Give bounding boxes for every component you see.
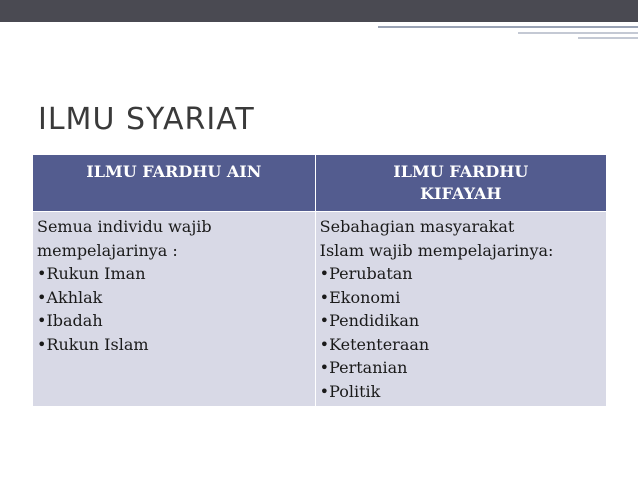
list-item: •Perubatan — [319, 264, 413, 283]
cell-line: mempelajarinya : — [37, 240, 178, 260]
list-item: •Politik — [319, 381, 381, 401]
header-fardhu-ain — [33, 155, 316, 212]
accent-line — [578, 37, 638, 39]
list-item: •Pendidikan — [319, 311, 420, 330]
header-line: ILMU FARDHU — [393, 162, 529, 181]
comparison-table — [32, 154, 607, 407]
list-item: •Ekonomi — [319, 287, 401, 307]
list-item: •Ibadah — [37, 311, 103, 330]
header-fardhu-kifayah — [315, 155, 606, 212]
cell-line: Islam wajib mempelajarinya: — [319, 240, 554, 260]
slide-top-bar — [0, 0, 638, 22]
cell-fardhu-kifayah — [315, 212, 606, 407]
cell-fardhu-ain — [33, 212, 316, 407]
header-line: KIFAYAH — [420, 184, 502, 203]
list-item: •Ketenteraan — [319, 334, 430, 354]
list-item: •Pertanian — [319, 358, 408, 377]
slide-title: ILMU SYARIAT — [38, 102, 255, 137]
header-line: ILMU FARDHU AIN — [86, 162, 262, 181]
accent-line — [518, 32, 638, 34]
cell-line: Semua individu wajib — [37, 217, 212, 236]
accent-line — [378, 26, 638, 28]
table-row — [33, 212, 607, 407]
table-header-row — [33, 155, 607, 212]
list-item: •Akhlak — [37, 287, 103, 307]
list-item: •Rukun Islam — [37, 334, 149, 354]
list-item: •Rukun Iman — [37, 264, 146, 283]
cell-line: Sebahagian masyarakat — [319, 217, 515, 236]
slide-accent-lines — [368, 22, 638, 42]
